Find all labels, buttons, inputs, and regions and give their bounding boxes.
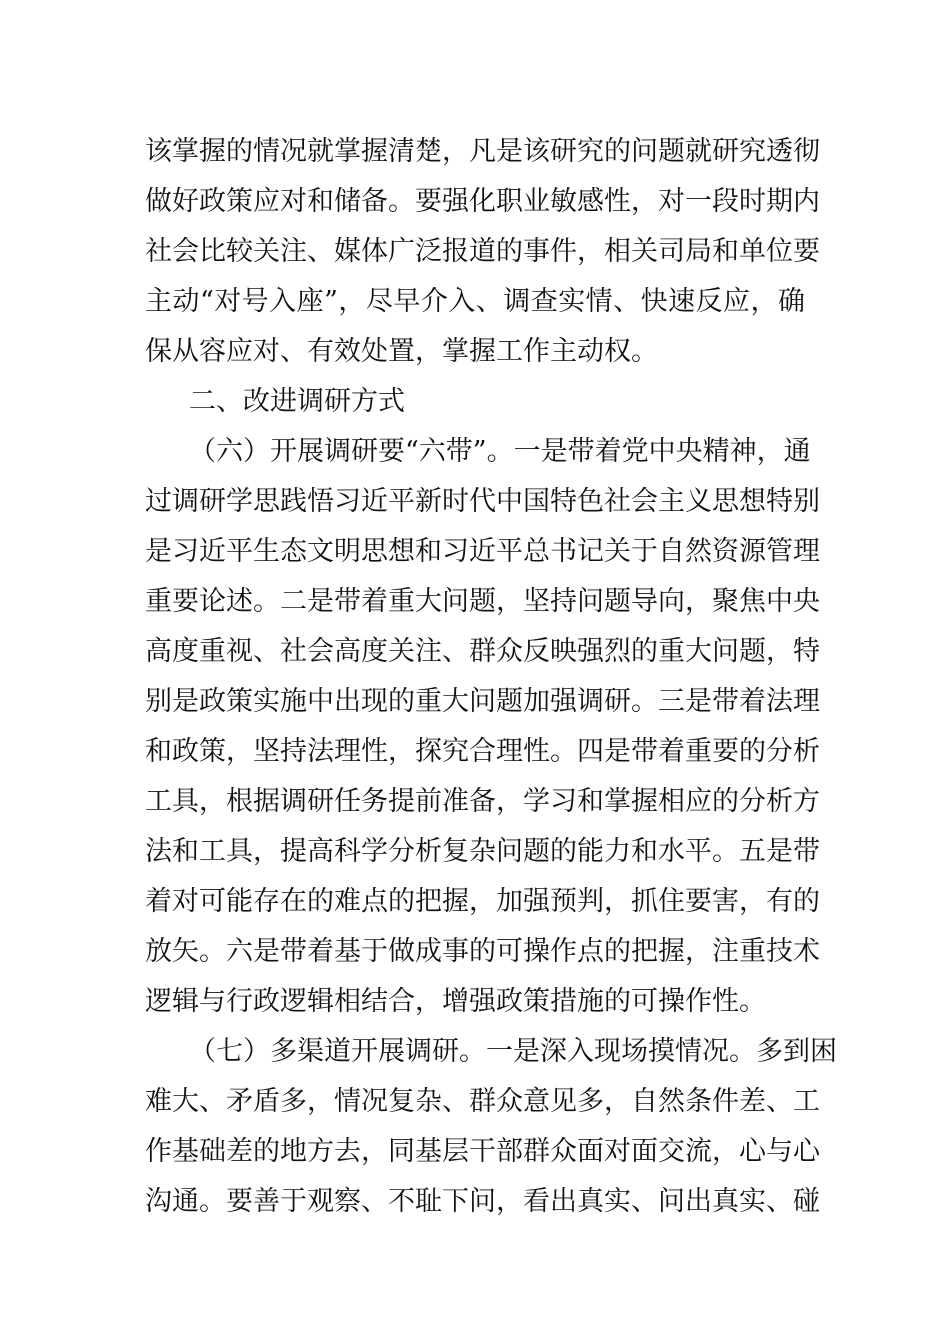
paragraph-start-line: （六）开展调研要“六带”。一是带着党中央精神，通 (189, 436, 811, 467)
text-line: 过调研学思践悟习近平新时代中国特色社会主义思想特别 (145, 486, 820, 517)
text-line: 做好政策应对和储备。要强化职业敏感性，对一段时期内 (145, 186, 820, 217)
document-body (145, 127, 837, 1227)
text-line: 难大、矛盾多，情况复杂、群众意见多，自然条件差、工 (145, 1086, 820, 1117)
paragraph-end-line: 逻辑与行政逻辑相结合，增强政策措施的可操作性。 (145, 986, 766, 1017)
text-line: 和政策，坚持法理性，探究合理性。四是带着重要的分析 (145, 736, 820, 767)
text-line: 法和工具，提高科学分析复杂问题的能力和水平。五是带 (145, 836, 820, 867)
text-line: 高度重视、社会高度关注、群众反映强烈的重大问题，特 (145, 636, 820, 667)
text-line: 是习近平生态文明思想和习近平总书记关于自然资源管理 (145, 536, 820, 567)
paragraph-end-line: 保从容应对、有效处置，掌握工作主动权。 (145, 336, 658, 367)
text-line: 别是政策实施中出现的重大问题加强调研。三是带着法理 (145, 686, 820, 717)
paragraph-start-line: （七）多渠道开展调研。一是深入现场摸情况。多到困 (189, 1036, 837, 1067)
text-line: 主动“对号入座”，尽早介入、调查实情、快速反应，确 (145, 286, 805, 317)
text-line: 着对可能存在的难点的把握，加强预判，抓住要害，有的 (145, 886, 820, 917)
section-heading: 二、改进调研方式 (189, 386, 405, 417)
text-line: 重要论述。二是带着重大问题，坚持问题导向，聚焦中央 (145, 586, 820, 617)
text-line: 该掌握的情况就掌握清楚，凡是该研究的问题就研究透彻 (145, 136, 820, 167)
text-line: 社会比较关注、媒体广泛报道的事件，相关司局和单位要 (145, 236, 820, 267)
text-line: 工具，根据调研任务提前准备，学习和掌握相应的分析方 (145, 786, 820, 817)
text-line: 沟通。要善于观察、不耻下问，看出真实、问出真实、碰 (145, 1186, 820, 1217)
text-line: 放矢。六是带着基于做成事的可操作点的把握，注重技术 (145, 936, 820, 967)
text-line: 作基础差的地方去，同基层干部群众面对面交流，心与心 (145, 1136, 820, 1167)
